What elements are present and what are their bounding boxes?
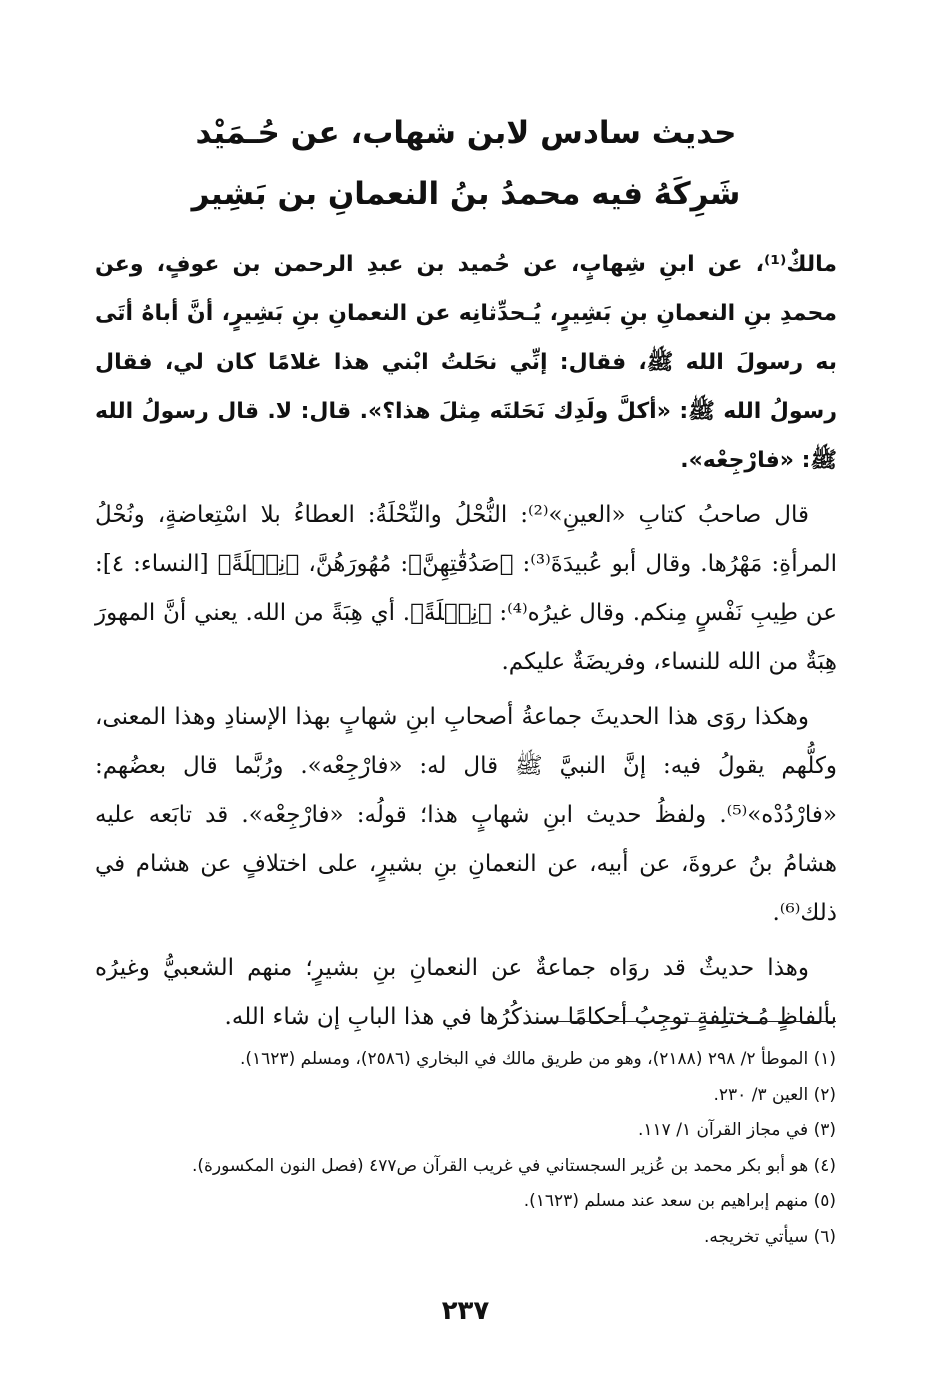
page-number: ٢٣٧ — [441, 1296, 490, 1326]
footnotes — [94, 1042, 836, 1255]
chapter-title: حديث سادس لابن شهاب، عن حُـمَيْد — [195, 115, 737, 151]
footnote: (٤) هو أبو بكر محمد بن عُزير السجستاني في غريب القرآن ص٤٧٧ (فصل النون المكسورة). — [191, 1155, 836, 1176]
commentary-paragraph: وهذا حديثٌ قد روَاه جماعةٌ عن النعمانِ بنِ بشيرٍ؛ منهم الشعبيُّ وغيرُه بألفاظٍ مُـختلِفةٍ توجِبُ أحكامًا سنذكُرُها في هذا البابِ إن شاء الله. — [95, 955, 837, 1030]
commentary-paragraph: وهكذا روَى هذا الحديثَ جماعةُ أصحابِ ابنِ شهابٍ بهذا الإسنادِ وهذا المعنى، وكلُّهم يقولُ فيه: إنَّ النبيَّ ﷺ قال له: «فارْجِعْه». ورُبَّما قال بعضُهم: «فارْدُدْه»⁽⁵⁾. ولفظُ حديث ابنِ شهابٍ هذا؛ قولُه: «فارْجِعْه». قد تابَعه عليه هشامُ بنُ عروةَ، عن أبيه، عن النعمانِ بنِ بشيرٍ، على اختلافٍ عن هشام في ذلك⁽⁶⁾. — [95, 704, 837, 926]
footnote-divider — [540, 1021, 836, 1022]
main-text — [95, 240, 837, 1042]
commentary-paragraph: قال صاحبُ كتابِ «العينِ»⁽²⁾: النُّحْلُ والنِّحْلَةُ: العطاءُ بلا اسْتِعاضةٍ، ونُحْلُ المرأةِ: مَهْرُها. وقال أبو عُبيدَةَ⁽³⁾: ﴿صَدُقَٰتِهِنَّ﴾: مُهُورَهُنَّ، ﴿نِحۡلَةً﴾ [النساء: ٤]: عن طِيبِ نَفْسٍ مِنكم. وقال غيرُه⁽⁴⁾: ﴿نِحۡلَةً﴾. أي هِبَةً من الله. يعني أنَّ المهورَ هِبَةٌ من الله للنساء، وفريضَةٌ عليكم. — [95, 502, 837, 675]
footnote: (٢) العين ٣/ ٢٣٠. — [713, 1084, 836, 1105]
page-content — [95, 115, 837, 1048]
hadith-paragraph: مالكٌ⁽¹⁾، عن ابنِ شِهابٍ، عن حُميد بن عبدِ الرحمن بن عوفٍ، وعن محمدِ بنِ النعمانِ بنِ بَشِيرٍ، يُـحدِّثانِه عن النعمانِ بنِ بَشِيرٍ، أنَّ أباهُ أتَى به رسولَ الله ﷺ، فقال: إنِّي نحَلتُ ابْني هذا غلامًا كان لي، فقال رسولُ الله ﷺ: «أكلَّ ولَدِك نَحَلتَه مِثلَ هذا؟». قال: لا. قال رسولُ الله ﷺ: «فارْجِعْه». — [95, 252, 837, 473]
footnote: (١) الموطأ ٢/ ٢٩٨ (٢١٨٨)، وهو من طريق مالك في البخاري (٢٥٨٦)، ومسلم (١٦٢٣). — [239, 1049, 836, 1069]
footnote: (٥) منهم إبراهيم بن سعد عند مسلم (١٦٢٣). — [523, 1191, 836, 1211]
footnote: (٦) سيأتي تخريجه. — [704, 1226, 836, 1247]
chapter-subtitle: شَرِكَهُ فيه محمدُ بنُ النعمانِ بن بَشِير — [191, 176, 741, 212]
footnote: (٣) في مجاز القرآن ١/ ١١٧. — [638, 1120, 836, 1140]
